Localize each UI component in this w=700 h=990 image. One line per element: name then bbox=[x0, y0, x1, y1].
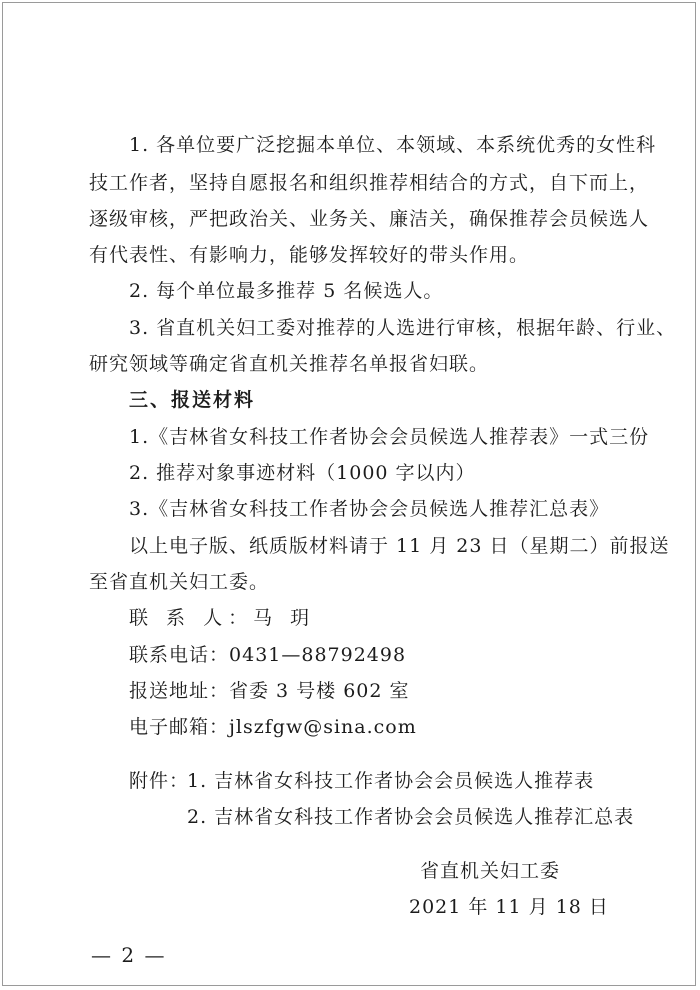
page-number: — 2 — bbox=[91, 943, 167, 967]
attachment-item-2: 2. 吉林省女科技工作者协会会员候选人推荐汇总表 bbox=[187, 806, 635, 828]
contact-email-row bbox=[129, 713, 417, 741]
document-page bbox=[2, 2, 696, 986]
signature-date: 2021 年 11 月 18 日 bbox=[409, 896, 609, 918]
review-item-3-line-2: 研究领域等确定省直机关推荐名单报省妇联。 bbox=[89, 353, 490, 375]
attachments-label: 附件： bbox=[129, 770, 190, 792]
material-item-1: 1.《吉林省女科技工作者协会会员候选人推荐表》一式三份 bbox=[129, 426, 650, 448]
material-item-3: 3.《吉林省女科技工作者协会会员候选人推荐汇总表》 bbox=[129, 498, 610, 520]
contact-address: 省委 3 号楼 602 室 bbox=[229, 680, 410, 702]
contact-email-label: 电子邮箱： bbox=[129, 716, 230, 738]
contact-person-name: 马 玥 bbox=[253, 607, 316, 629]
contact-phone-label: 联系电话： bbox=[129, 644, 230, 666]
materials-heading: 三、报送材料 bbox=[129, 389, 256, 411]
review-item-2: 2. 每个单位最多推荐 5 名候选人。 bbox=[129, 280, 444, 302]
contact-phone: 0431—88792498 bbox=[229, 644, 407, 666]
contact-address-row bbox=[129, 677, 410, 705]
contact-email: jlszfgw@sina.com bbox=[229, 716, 417, 738]
attachment-item-1: 1. 吉林省女科技工作者协会会员候选人推荐表 bbox=[187, 770, 595, 792]
contact-person-label: 联 系 人： bbox=[129, 607, 254, 629]
review-item-1-line-1: 1. 各单位要广泛挖掘本单位、本领域、本系统优秀的女性科 bbox=[129, 134, 657, 156]
contact-phone-row bbox=[129, 641, 406, 669]
review-item-3-line-1: 3. 省直机关妇工委对推荐的人选进行审核，根据年龄、行业、 bbox=[129, 317, 677, 339]
review-item-1-line-4: 有代表性、有影响力，能够发挥较好的带头作用。 bbox=[89, 244, 530, 266]
material-item-2: 2. 推荐对象事迹材料（1000 字以内） bbox=[129, 462, 476, 484]
signature-organization: 省直机关妇工委 bbox=[420, 860, 561, 882]
contact-person-row bbox=[129, 604, 315, 632]
deadline-line-1: 以上电子版、纸质版材料请于 11 月 23 日（星期二）前报送 bbox=[129, 535, 670, 557]
review-item-1-line-3: 逐级审核，严把政治关、业务关、廉洁关，确保推荐会员候选人 bbox=[89, 208, 650, 230]
contact-address-label: 报送地址： bbox=[129, 680, 230, 702]
review-item-1-line-2: 技工作者，坚持自愿报名和组织推荐相结合的方式，自下而上， bbox=[89, 172, 650, 194]
deadline-line-2: 至省直机关妇工委。 bbox=[89, 571, 270, 593]
